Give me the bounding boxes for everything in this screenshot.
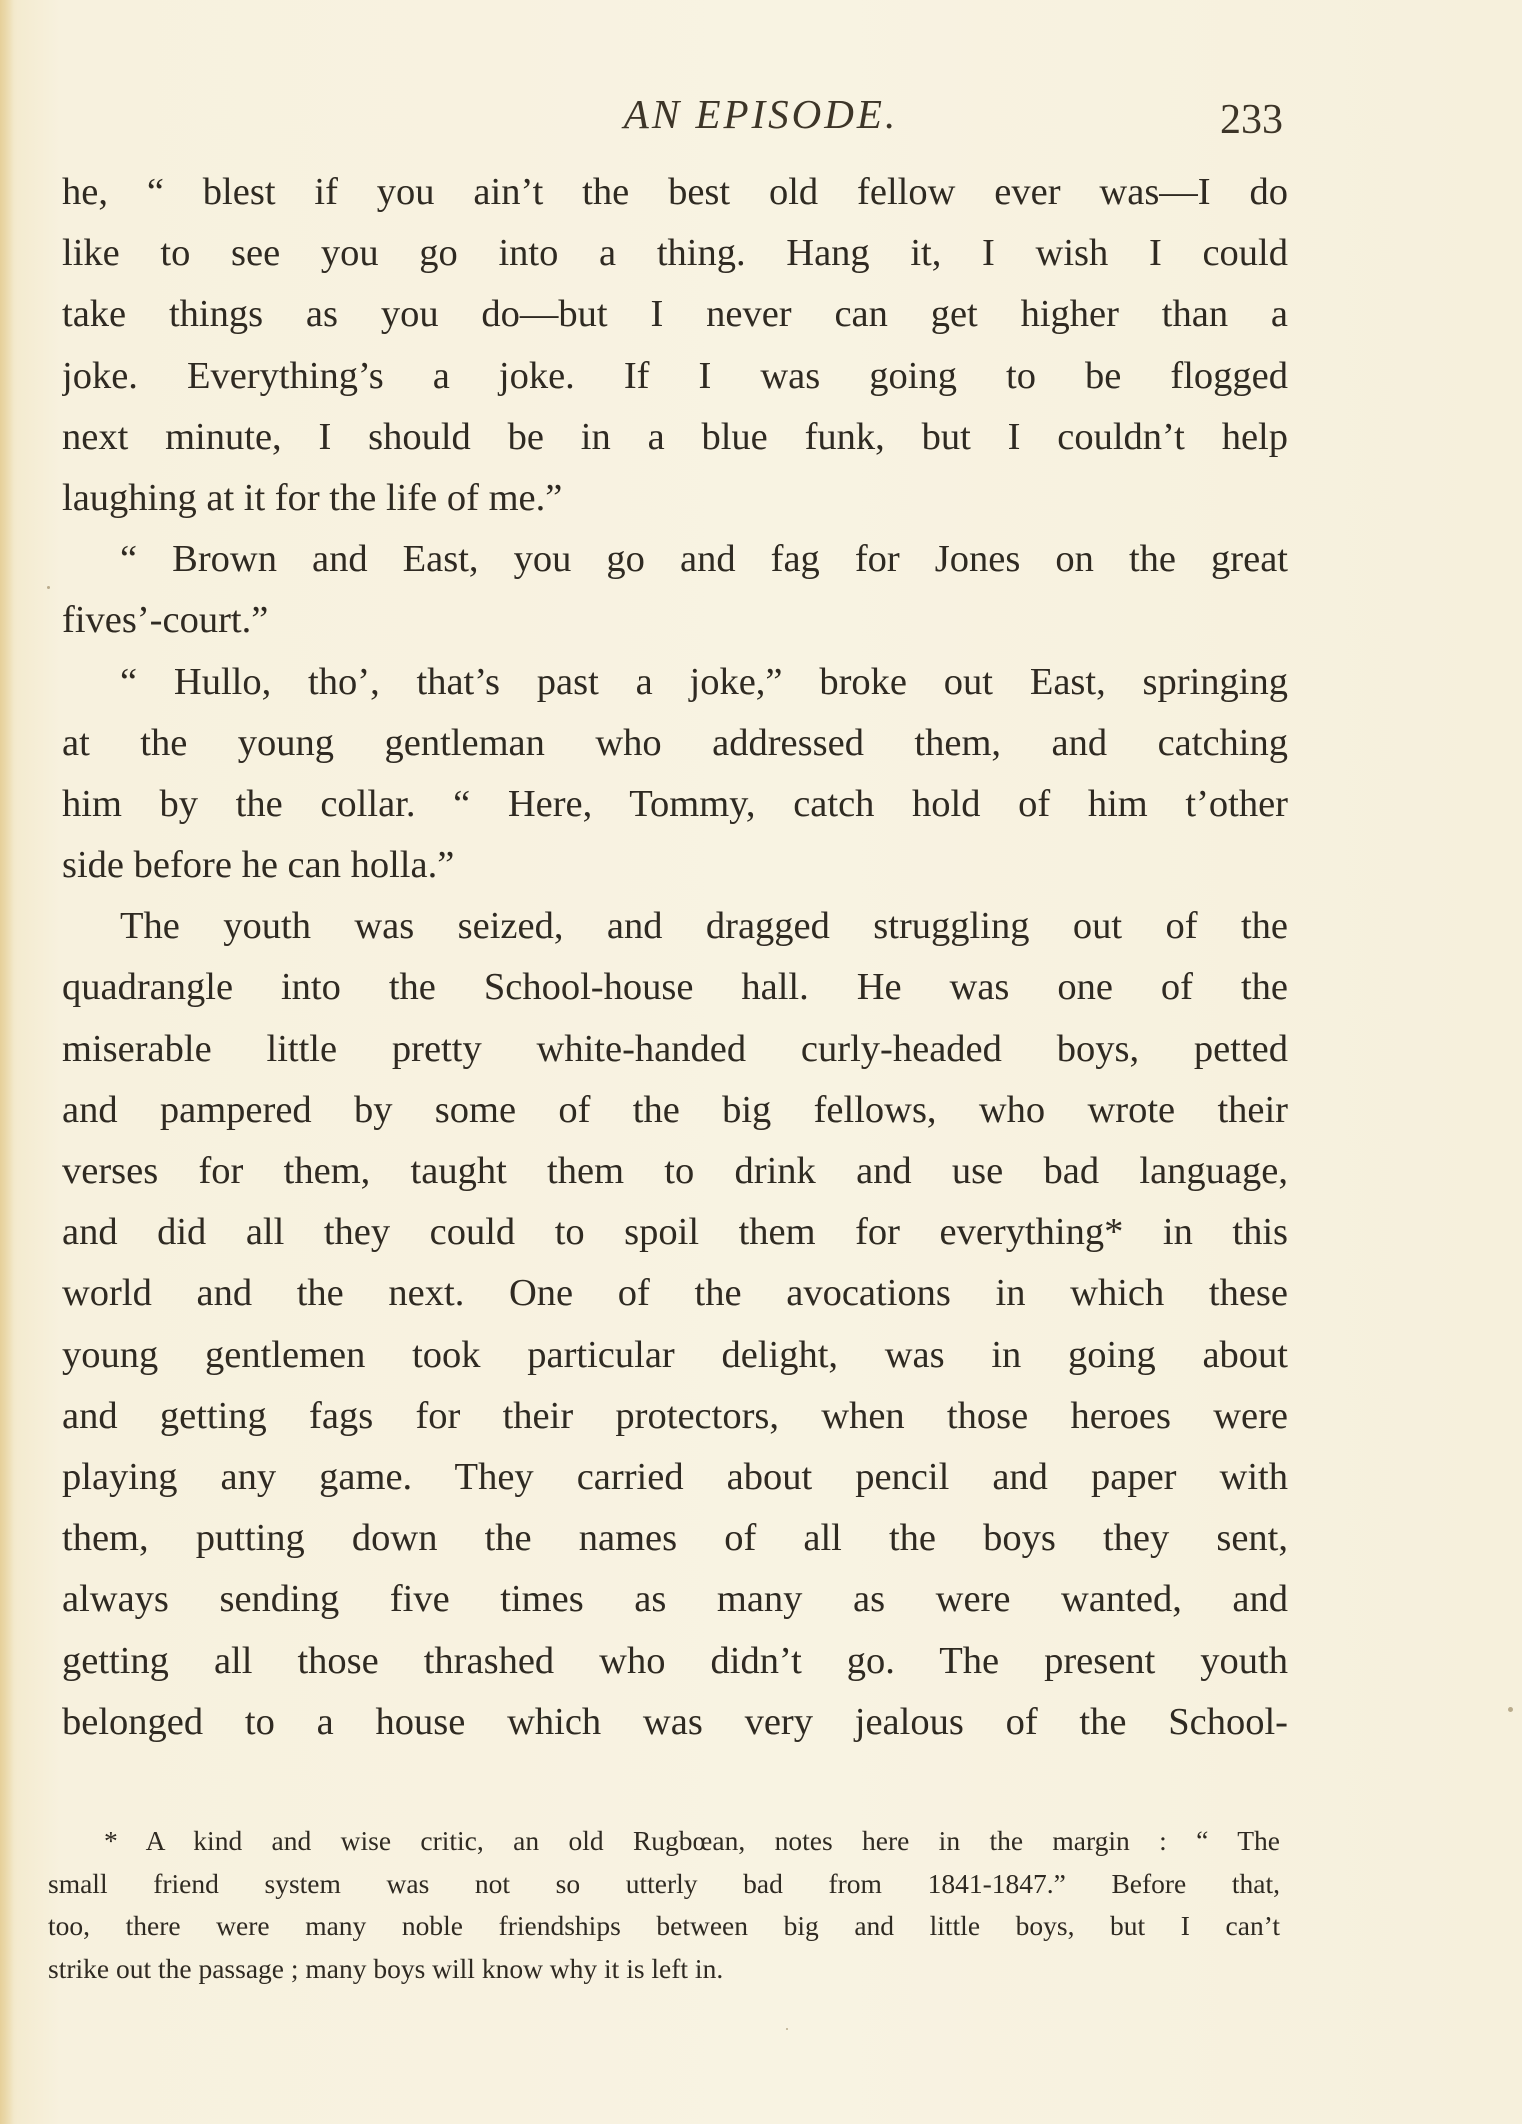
text-line: playing any game. They carried about pencil and paper with [62, 1455, 1288, 1498]
text-line: “ Brown and East, you go and fag for Jones on the great [120, 538, 1288, 581]
running-title: AN EPISODE. [623, 91, 899, 137]
footnote [48, 1820, 1280, 1990]
page-gutter-shadow [0, 0, 14, 2124]
body-text [62, 162, 1288, 1753]
text-line: at the young gentleman who addressed them, and catching [62, 721, 1288, 764]
text-line: miserable little pretty white-handed curly-headed boys, petted [62, 1027, 1288, 1070]
text-line: them, putting down the names of all the boys they sent, [62, 1517, 1288, 1560]
paper-speck [786, 2028, 788, 2030]
footnote-line: small friend system was not so utterly bad from 1841-1847.” Before that, [48, 1867, 1280, 1899]
text-line: like to see you go into a thing. Hang it, I wish I could [62, 232, 1288, 275]
text-line: take things as you do—but I never can get higher than a [62, 293, 1288, 336]
footnote-line: * A kind and wise critic, an old Rugbœan, notes here in the margin : “ The [104, 1825, 1280, 1856]
text-line: joke. Everything’s a joke. If I was going to be flogged [62, 354, 1288, 397]
paper-speck [47, 586, 50, 589]
paper-speck [1508, 1707, 1513, 1712]
text-line: “ Hullo, tho’, that’s past a joke,” broke out East, springing [120, 660, 1288, 703]
text-line: and pampered by some of the big fellows, who wrote their [62, 1088, 1288, 1131]
footnote-line: too, there were many noble friendships between big and little boys, but I can’t [48, 1910, 1280, 1941]
text-line: laughing at it for the life of me.” [62, 476, 563, 519]
footnote-line: strike out the passage ; many boys will know why it is left in. [48, 1952, 724, 1984]
text-line: him by the collar. “ Here, Tommy, catch hold of him t’other [62, 782, 1288, 825]
text-line: quadrangle into the School-house hall. He was one of the [62, 966, 1288, 1009]
text-line: young gentlemen took particular delight, was in going about [62, 1333, 1288, 1376]
text-line: world and the next. One of the avocations in which these [62, 1272, 1288, 1315]
text-line: he, “ blest if you ain’t the best old fellow ever was—I do [62, 171, 1288, 213]
text-line: and getting fags for their protectors, when those heroes were [62, 1394, 1288, 1437]
text-line: The youth was seized, and dragged struggling out of the [120, 905, 1288, 948]
text-line: verses for them, taught them to drink and use bad language, [62, 1150, 1288, 1192]
text-line: always sending five times as many as were wanted, and [62, 1578, 1288, 1621]
text-line: side before he can holla.” [62, 844, 455, 887]
page-number: 233 [1220, 97, 1283, 143]
text-line: getting all those thrashed who didn’t go. The present youth [62, 1639, 1288, 1682]
text-line: belonged to a house which was very jealous of the School- [62, 1700, 1288, 1743]
text-line: and did all they could to spoil them for everything* in this [62, 1211, 1288, 1254]
text-line: fives’-court.” [62, 599, 269, 642]
text-line: next minute, I should be in a blue funk, but I couldn’t help [62, 415, 1288, 458]
